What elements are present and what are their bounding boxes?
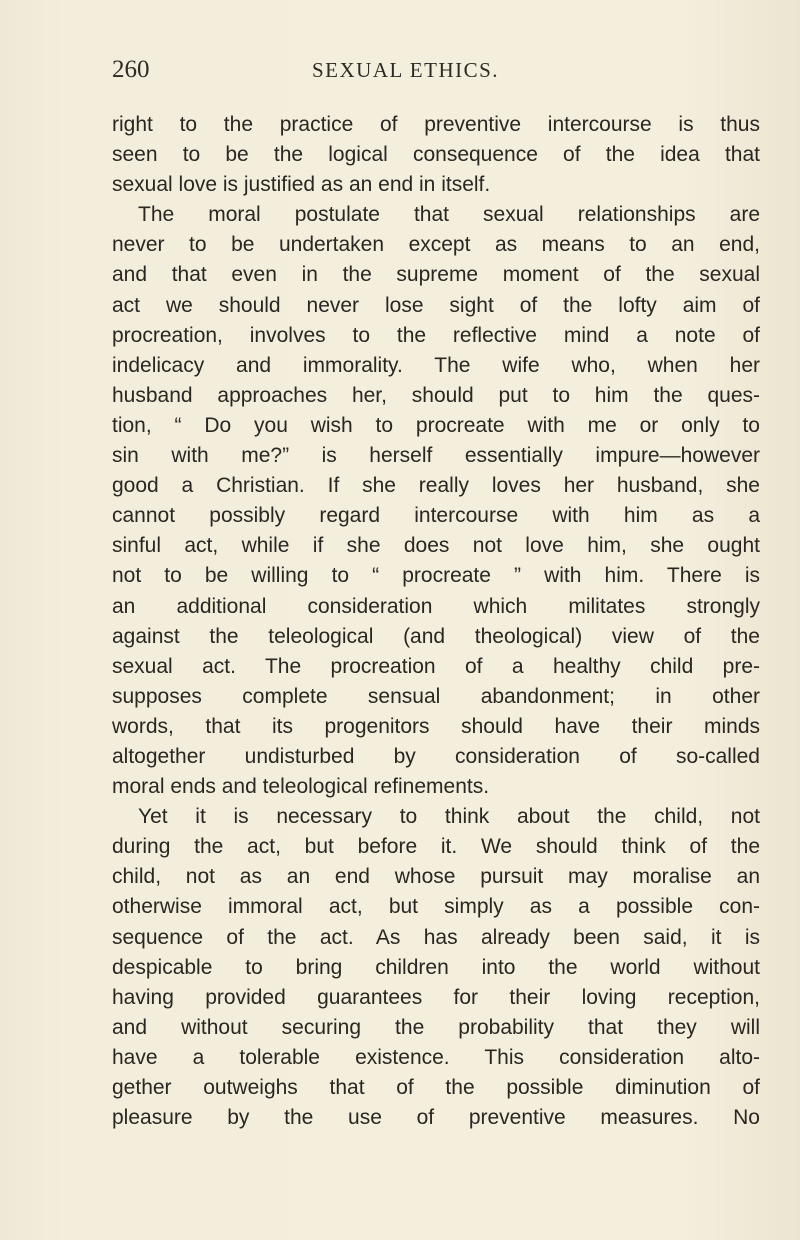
text-line: and without securing the probability that they will bbox=[112, 1015, 760, 1039]
text-line: and that even in the supreme moment of the sexual bbox=[112, 263, 760, 287]
text-line: cannot possibly regard intercourse with him as a bbox=[112, 504, 760, 528]
text-line: good a Christian. If she really loves her husband, she bbox=[112, 474, 760, 498]
text-line: moral ends and teleological refinements. bbox=[112, 775, 490, 799]
text-line: sinful act, while if she does not love him, she ought bbox=[112, 534, 760, 558]
text-line: not to be willing to “ procreate ” with him. There is bbox=[112, 564, 760, 588]
page-number: 260 bbox=[112, 56, 150, 83]
text-line: sexual act. The procreation of a healthy child pre- bbox=[112, 654, 760, 678]
text-line: an additional consideration which militates strongly bbox=[112, 594, 760, 618]
text-line: during the act, but before it. We should think of the bbox=[112, 835, 760, 859]
text-line: supposes complete sensual abandonment; in other bbox=[112, 684, 760, 708]
text-line: sequence of the act. As has already been said, it is bbox=[112, 925, 760, 949]
text-line: never to be undertaken except as means to an end, bbox=[112, 233, 760, 257]
text-line: husband approaches her, should put to him the ques- bbox=[112, 383, 760, 407]
text-line: act we should never lose sight of the lofty aim of bbox=[112, 293, 760, 317]
text-line: procreation, involves to the reflective mind a note of bbox=[112, 323, 760, 347]
text-line: child, not as an end whose pursuit may moralise an bbox=[112, 865, 760, 889]
text-line: seen to be the logical consequence of the idea that bbox=[112, 143, 760, 167]
text-line: sexual love is justified as an end in itself. bbox=[112, 173, 491, 197]
text-line: gether outweighs that of the possible diminution of bbox=[112, 1076, 760, 1099]
text-line: pleasure by the use of preventive measures. No bbox=[112, 1106, 760, 1130]
text-line: having provided guarantees for their loving reception, bbox=[112, 985, 760, 1009]
text-line: have a tolerable existence. This consideration alto- bbox=[112, 1045, 760, 1069]
text-line: otherwise immoral act, but simply as a possible con- bbox=[112, 895, 760, 919]
running-head: SEXUAL ETHICS. bbox=[312, 58, 500, 82]
text-line: against the teleological (and theological) view of the bbox=[112, 624, 760, 648]
text-line: right to the practice of preventive intercourse is thus bbox=[112, 113, 760, 136]
text-line: indelicacy and immorality. The wife who, when her bbox=[112, 353, 760, 377]
text-line: sin with me?” is herself essentially impure—however bbox=[112, 444, 760, 468]
text-line: despicable to bring children into the world without bbox=[112, 955, 760, 979]
text-line: The moral postulate that sexual relationships are bbox=[138, 203, 760, 227]
body-text bbox=[112, 110, 760, 1133]
text-line: tion, “ Do you wish to procreate with me or only to bbox=[112, 413, 760, 437]
text-line: words, that its progenitors should have their minds bbox=[112, 714, 760, 738]
text-line: altogether undisturbed by consideration of so-called bbox=[112, 744, 760, 768]
page-header bbox=[112, 56, 752, 90]
text-line: Yet it is necessary to think about the child, not bbox=[138, 805, 760, 829]
